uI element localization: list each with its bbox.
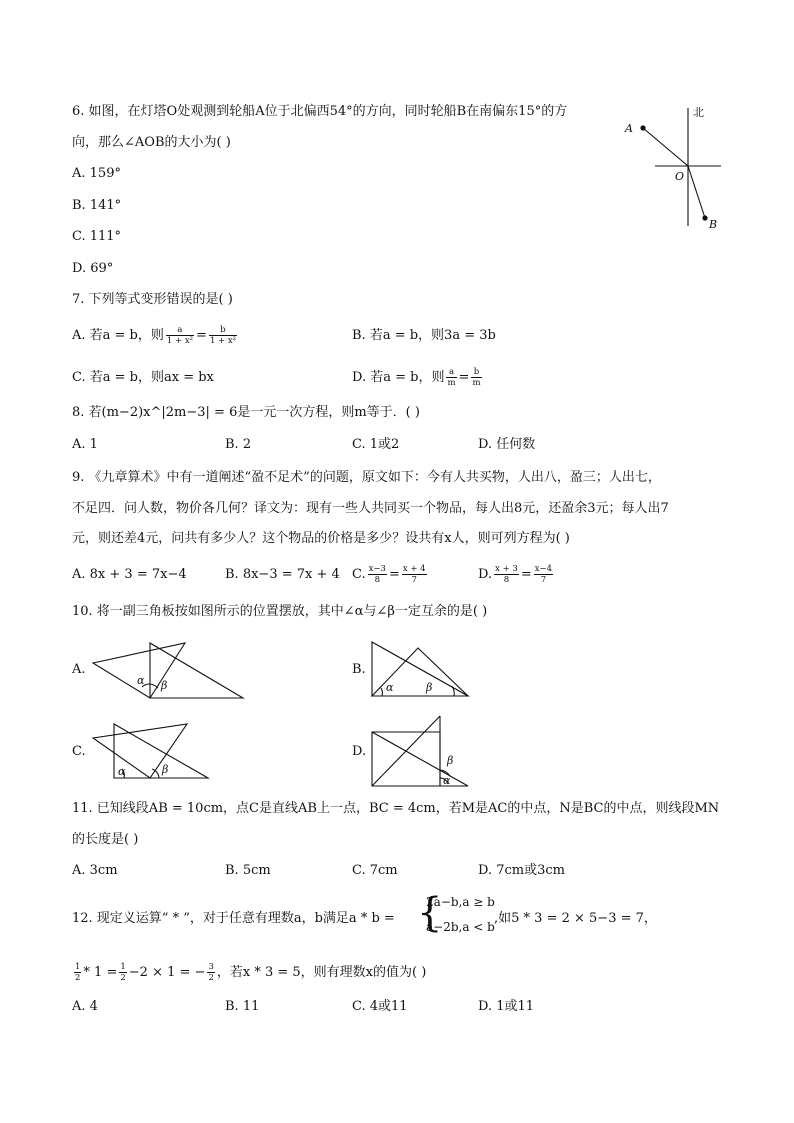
q10-figure-b (368, 638, 473, 702)
q6-stem-line1: 6. 如图，在灯塔O处观测到轮船A位于北偏西54°的方向，同时轮船B在南偏东15°的方 (72, 104, 568, 119)
svg-text:α: α (137, 674, 145, 687)
q9-option-c[interactable]: C. $\frac{x-3}{8}$ = $\frac{x + 4}{7}$ (352, 564, 426, 585)
q8-option-b[interactable]: B. 2 (225, 437, 252, 452)
q12-stem-pre: 12. 现定义运算“ * ”，对于任意有理数a，b满足a * b = (72, 911, 395, 926)
svg-text:α: α (443, 774, 451, 787)
q6-option-b[interactable]: B. 141° (72, 198, 122, 213)
q6-option-a[interactable]: A. 159° (72, 166, 121, 181)
point-o-label: O (675, 170, 685, 183)
q9-line1: 9. 《九章算术》中有一道阐述“盈不足术”的问题，原文如下：今有人共买物，人出八，盈三；人出七， (72, 470, 661, 485)
q8-option-a[interactable]: A. 1 (72, 437, 98, 452)
q7-option-a[interactable]: A. 若a = b，则 $\frac{a}{\text{1 + x²}}$ = $\frac{b}{\text{1 + x²}}$ (72, 325, 237, 346)
q12-option-a[interactable]: A. 4 (72, 999, 98, 1014)
q10-stem: 10. 将一副三角板按如图所示的位置摆放，其中∠α与∠β一定互余的是( ) (72, 604, 488, 619)
q11-line1: 11. 已知线段AB = 10cm，点C是直线AB上一点，BC = 4cm，若M是AC的中点，N是BC的中点，则线段MN (72, 801, 720, 816)
q6-compass-figure (615, 98, 730, 233)
q11-option-d[interactable]: D. 7cm或3cm (478, 863, 565, 878)
q11-option-c[interactable]: C. 7cm (352, 863, 398, 878)
q7-option-b[interactable]: B. 若a = b，则3a = 3b (352, 328, 496, 343)
svg-text:α: α (386, 681, 394, 694)
q8-stem: 8. 若(m−2)x^|2m−3| = 6是一元一次方程，则m等于．( ) (72, 405, 420, 420)
q10-figure-d (368, 712, 473, 788)
svg-text:β: β (426, 681, 433, 694)
q12-option-d[interactable]: D. 1或11 (478, 999, 535, 1014)
svg-text:β: β (447, 754, 454, 767)
q10-figure-c (90, 720, 215, 784)
q12-option-b[interactable]: B. 11 (225, 999, 260, 1014)
q10-figure-a (90, 638, 250, 702)
q6-option-d[interactable]: D. 69° (72, 261, 114, 276)
svg-text:β: β (162, 763, 169, 776)
q11-option-a[interactable]: A. 3cm (72, 863, 118, 878)
svg-text:α: α (118, 765, 126, 778)
q10-option-c-label[interactable]: C. (72, 744, 86, 759)
q12-case2: a−2b,a < b (426, 920, 495, 934)
q11-line2: 的长度是( ) (72, 832, 139, 847)
q6-option-c[interactable]: C. 111° (72, 229, 122, 244)
q12-example-line: $\frac{1}{2}$ * 1 = $\frac{1}{2}$ −2 × 1 = − $\frac{3}{2}$ ，若x * 3 = 5，则有理数x的值为( ) (75, 962, 427, 983)
q9-option-d[interactable]: D. $\frac{x + 3}{8}$ = $\frac{x-4}{7}$ (478, 564, 553, 585)
q7-option-d[interactable]: D. 若a = b，则 $\frac{a}{m}$ = $\frac{b}{m}$ (352, 367, 481, 388)
q10-option-a-label[interactable]: A. (72, 662, 86, 677)
q12-option-c[interactable]: C. 4或11 (352, 999, 408, 1014)
q9-option-b[interactable]: B. 8x−3 = 7x + 4 (225, 567, 340, 582)
q10-option-b-label[interactable]: B. (352, 662, 366, 677)
q12-case1: 2a−b,a ≥ b (426, 895, 495, 909)
q11-option-b[interactable]: B. 5cm (225, 863, 271, 878)
q10-option-d-label[interactable]: D. (352, 744, 367, 759)
q8-option-c[interactable]: C. 1或2 (352, 437, 400, 452)
point-b-label: B (709, 218, 718, 231)
north-label: 北 (693, 106, 704, 119)
q6-stem-line2: 向，那么∠AOB的大小为( ) (72, 135, 231, 150)
q7-option-c[interactable]: C. 若a = b，则ax = bx (72, 370, 214, 385)
q9-line2: 不足四．问人数，物价各几何？译文为：现有一些人共同买一个物品，每人出8元，还盈余3元；每人出7 (72, 501, 669, 516)
q8-option-d[interactable]: D. 任何数 (478, 437, 536, 452)
q9-option-a[interactable]: A. 8x + 3 = 7x−4 (72, 567, 187, 582)
q12-brace: { (417, 890, 443, 936)
svg-text:β: β (161, 679, 168, 692)
q12-stem-post: ,如5 * 3 = 2 × 5−3 = 7， (494, 911, 657, 926)
q7-stem: 7. 下列等式变形错误的是( ) (72, 292, 233, 307)
q9-line3: 元，则还差4元，问共有多少人？这个物品的价格是多少？设共有x人，则可列方程为( ) (72, 531, 570, 546)
point-a-label: A (625, 122, 633, 135)
